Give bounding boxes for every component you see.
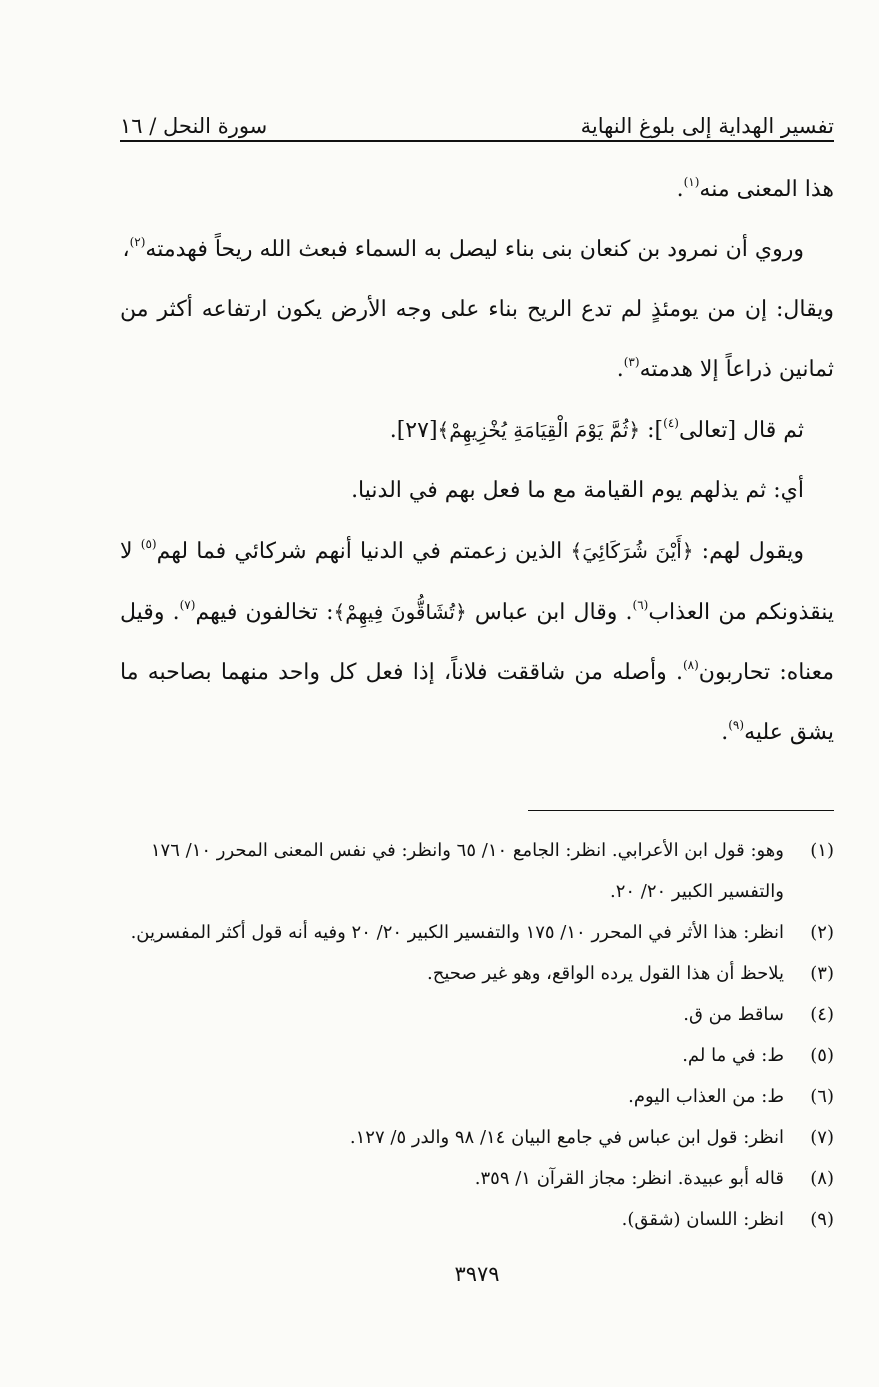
footnote-number: (٧) xyxy=(810,1127,834,1148)
footnote-ref: (٤) xyxy=(663,416,679,430)
paragraph-2: وروي أن نمرود بن كنعان بنى بناء ليصل به السماء فبعث الله ريحاً فهدمته$^{(٢)}$، xyxy=(122,235,804,262)
footnote-item xyxy=(120,912,834,953)
footnote-number: (١) xyxy=(810,840,834,861)
page-number: ٣٩٧٩ xyxy=(454,1262,500,1286)
footnote-ref: (٩) xyxy=(728,718,745,732)
footnote-item xyxy=(120,953,834,994)
footnote-text: انظر: هذا الأثر في المحرر ١٠/ ١٧٥ والتفسير الكبير ٢٠/ ٢٠ وفيه أنه قول أكثر المفسرين. xyxy=(130,922,784,943)
footnote-text: يلاحظ أن هذا القول يرده الواقع، وهو غير صحيح. xyxy=(427,963,784,984)
footnote-number: (٣) xyxy=(810,963,834,984)
paragraph-3: ويقال: إن من يومئذٍ لم تدع الريح بناء على وجه الأرض يكون ارتفاعه أكثر من ثمانين ذراعاً إلا هدمته$^{(٣)}$. xyxy=(120,297,834,382)
footnote-ref: (٨) xyxy=(682,658,699,672)
footnote-text: ط: من العذاب اليوم. xyxy=(628,1086,784,1107)
footnote-ref: (٣) xyxy=(623,355,640,369)
footnote-separator xyxy=(528,810,834,811)
surah-reference: سورة النحل / ١٦ xyxy=(120,114,268,138)
footnote-text: ساقط من ق. xyxy=(683,1004,784,1025)
footnote-item xyxy=(120,1158,834,1199)
quran-verse: ﴿تُشَاقُّونَ فِيهِمْ﴾ xyxy=(333,600,467,624)
footnote-text: قاله أبو عبيدة. انظر: مجاز القرآن ١/ ٣٥٩. xyxy=(474,1168,784,1189)
footnote-text: ط: في ما لم. xyxy=(682,1045,784,1066)
footnote-ref: (٢) xyxy=(129,235,146,249)
footnote-item xyxy=(120,1117,834,1158)
footnote-number: (٦) xyxy=(810,1086,834,1107)
footnote-item xyxy=(120,1035,834,1076)
paragraph-5: أي: ثم يذلهم يوم القيامة مع ما فعل بهم في الدنيا. xyxy=(351,478,804,503)
footnotes xyxy=(120,830,834,1240)
footnote-item xyxy=(120,1199,834,1240)
footnote-number: (٨) xyxy=(810,1168,834,1189)
footnote-item xyxy=(120,994,834,1035)
footnote-number: (٢) xyxy=(810,922,834,943)
book-title: تفسير الهداية إلى بلوغ النهاية xyxy=(580,114,834,138)
footnote-number: (٥) xyxy=(810,1045,834,1066)
quran-verse: ﴿ثُمَّ يَوْمَ الْقِيَامَةِ يُخْزِيهِمْ﴾ xyxy=(437,418,641,442)
header-rule xyxy=(120,140,834,142)
footnote-ref: (٥) xyxy=(140,537,157,551)
footnote-number: (٩) xyxy=(810,1209,834,1230)
quran-verse: ﴿أَيْنَ شُرَكَائِيَ﴾ xyxy=(570,539,694,563)
paragraph-1: هذا المعنى منه$^{(١)}$. xyxy=(676,175,834,202)
footnote-text: انظر: اللسان (شقق). xyxy=(621,1209,784,1230)
footnote-text: انظر: قول ابن عباس في جامع البيان ١٤/ ٩٨ والدر ٥/ ١٢٧. xyxy=(349,1127,784,1148)
footnote-number: (٤) xyxy=(810,1004,834,1025)
running-header xyxy=(120,98,834,138)
footnote-item xyxy=(120,1076,834,1117)
footnote-text: وهو: قول ابن الأعرابي. انظر: الجامع ١٠/ ٦٥ وانظر: في نفس المعنى المحرر ١٠/ ١٧٦ والتفسير الكبير ٢٠/ ٢٠. xyxy=(150,840,784,902)
footnote-ref: (١) xyxy=(683,175,700,189)
footnote-ref: (٧) xyxy=(179,598,196,612)
footnote-ref: (٦) xyxy=(632,598,649,612)
paragraph-6: ويقول لهم: ﴿أَيْنَ شُرَكَائِيَ﴾ الذين زعمتم في الدنيا أنهم شركائي فما لهم$^{(٥)}$ لا ينقذونكم من العذاب$^{(٦)}$. وقال ابن عباس ﴿تُشَاقُّونَ فِيهِمْ﴾: تخالفون فيهم$^{(٧)}$. وقيل معناه: تحاربون$^{(٨)}$. وأصله من شاققت فلاناً، إذا فعل كل واحد منهما بصاحبه ما يشق عليه$^{(٩)}$. xyxy=(120,537,835,745)
paragraph-4: ثم قال [تعالى$^{(٤)}$]: ﴿ثُمَّ يَوْمَ الْقِيَامَةِ يُخْزِيهِمْ﴾[٢٧]. xyxy=(389,416,804,443)
main-text xyxy=(120,160,834,763)
footnote-item xyxy=(120,830,834,912)
